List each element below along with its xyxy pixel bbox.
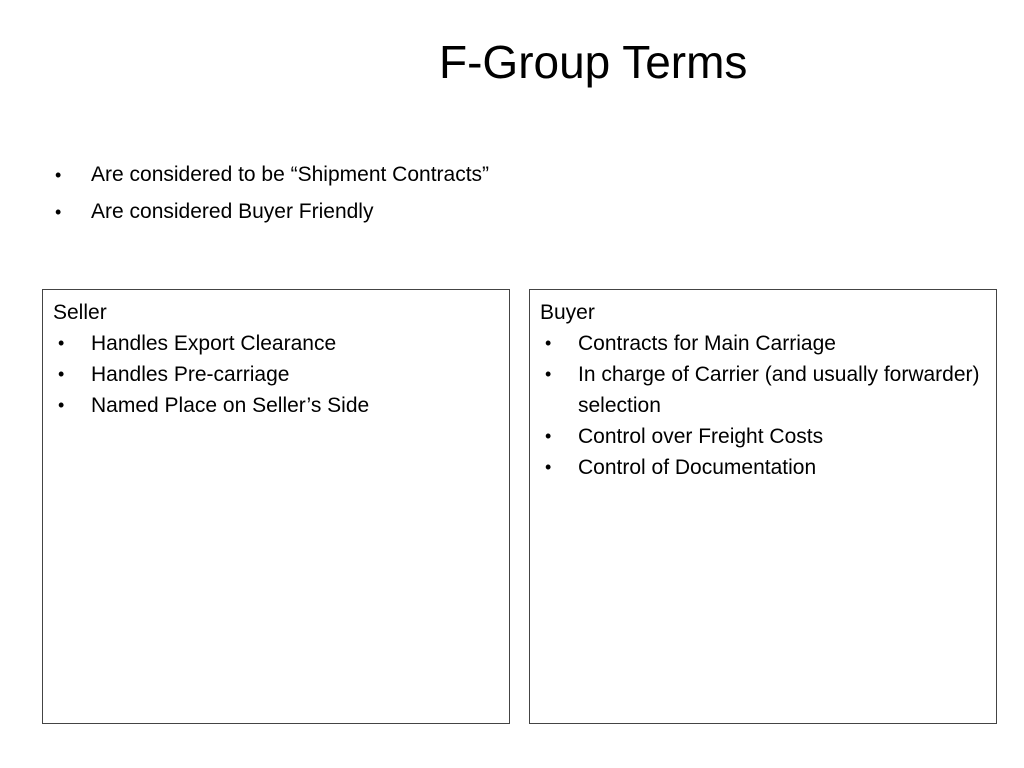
bullet-icon: • bbox=[545, 364, 552, 384]
seller-list bbox=[53, 328, 499, 421]
bullet-icon: • bbox=[55, 202, 62, 222]
buyer-list-item bbox=[540, 359, 986, 421]
seller-list-item bbox=[53, 359, 499, 390]
seller-list-item bbox=[53, 328, 499, 359]
buyer-item-text: Contracts for Main Carriage bbox=[578, 332, 836, 355]
seller-item-text: Handles Export Clearance bbox=[91, 332, 337, 355]
intro-bullet-item bbox=[55, 197, 489, 227]
bullet-icon: • bbox=[545, 333, 552, 353]
buyer-heading: Buyer bbox=[540, 301, 595, 324]
buyer-list-item bbox=[540, 421, 986, 452]
bullet-icon: • bbox=[55, 165, 62, 185]
seller-list-item bbox=[53, 390, 499, 421]
slide-title: F-Group Terms bbox=[439, 36, 748, 88]
bullet-icon: • bbox=[545, 426, 552, 446]
seller-item-text: Named Place on Seller’s Side bbox=[91, 394, 370, 417]
buyer-list bbox=[540, 328, 986, 483]
intro-bullet-list bbox=[55, 160, 489, 234]
buyer-list-item bbox=[540, 328, 986, 359]
buyer-item-text: In charge of Carrier (and usually forwarder) selection bbox=[578, 363, 980, 417]
bullet-icon: • bbox=[58, 364, 65, 384]
intro-bullet-text: Are considered Buyer Friendly bbox=[91, 200, 374, 223]
buyer-item-text: Control of Documentation bbox=[578, 456, 817, 479]
bullet-icon: • bbox=[58, 395, 65, 415]
buyer-list-item bbox=[540, 452, 986, 483]
intro-bullet-item bbox=[55, 160, 489, 190]
buyer-item-text: Control over Freight Costs bbox=[578, 425, 824, 448]
intro-bullet-text: Are considered to be “Shipment Contracts” bbox=[91, 163, 490, 186]
seller-panel bbox=[42, 289, 510, 724]
seller-heading: Seller bbox=[53, 301, 107, 324]
bullet-icon: • bbox=[545, 457, 552, 477]
seller-item-text: Handles Pre-carriage bbox=[91, 363, 290, 386]
buyer-panel bbox=[529, 289, 997, 724]
bullet-icon: • bbox=[58, 333, 65, 353]
